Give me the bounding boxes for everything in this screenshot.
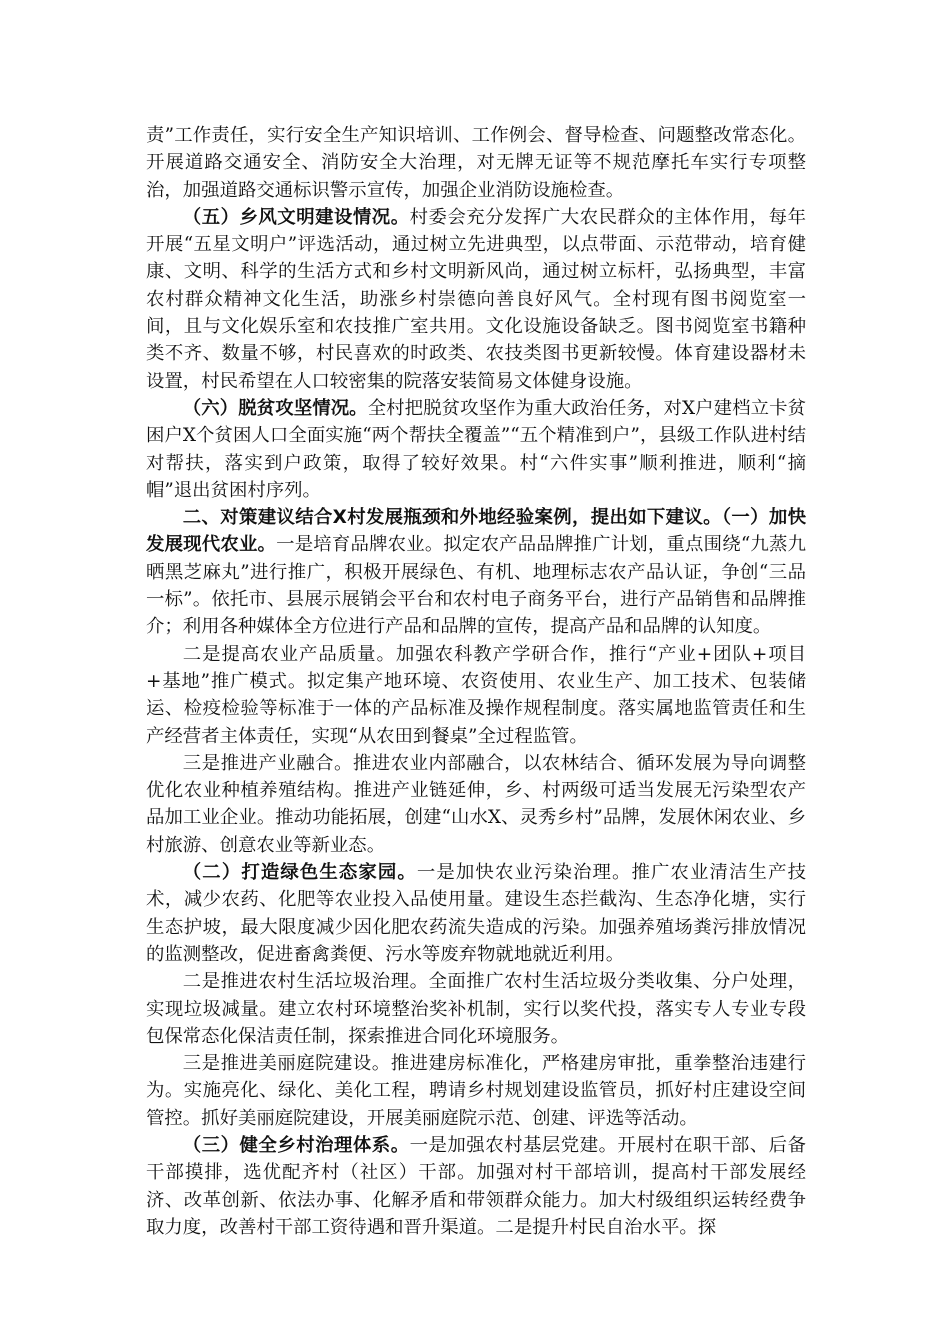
paragraph-rural-civilization xyxy=(146,204,806,395)
paragraph-text: 二是提高农业产品质量。加强农科教产学研合作，推行“产业+团队+项目+基地”推广模式。拟定集产地环境、农资使用、农业生产、加工技术、包装储运、检疫检验等标准于一体的产品标准及操作规程制度。落实属地监管责任和生产经营者主体责任，实现“从农田到餐桌”全过程监管。 xyxy=(146,643,806,747)
paragraph-text: 一是加强农村基层党建。开展村在职干部、后备干部摸排，选优配齐村（社区）干部。加强对村干部培训，提高村干部发展经济、改革创新、依法办事、化解矛盾和带领群众能力。加大村级组织运转经费争取力度，改善村干部工资待遇和晋升渠道。二是提升村民自治水平。探 xyxy=(146,1134,806,1238)
paragraph-heading: （五）乡风文明建设情况。 xyxy=(182,206,410,228)
paragraph-text: 三是推进美丽庭院建设。推进建房标准化，严格建房审批，重拳整治违建行为。实施亮化、绿化、美化工程，聘请乡村规划建设监管员，抓好村庄建设空间管控。抓好美丽庭院建设，开展美丽庭院示范、创建、评选等活动。 xyxy=(146,1053,806,1129)
paragraph-text: 全村把脱贫攻坚作为重大政治任务，对X户建档立卡贫困户X个贫困人口全面实施“两个帮扶全覆盖”“五个精准到户”，县级工作队进村结对帮扶，落实到户政策，取得了较好效果。村“六件实事”顺利推进，顺利“摘帽”退出贫困村序列。 xyxy=(146,397,806,501)
paragraph-product-quality xyxy=(146,641,806,750)
paragraph-text: 二是推进农村生活垃圾治理。全面推广农村生活垃圾分类收集、分户处理，实现垃圾减量。建立农村环境整治奖补机制，实行以奖代投，落实专人专业专段包保常态化保洁责任制，探索推进合同化环境服务。 xyxy=(146,971,806,1047)
paragraph-heading: （六）脱贫攻坚情况。 xyxy=(182,397,368,419)
paragraph-beautiful-courtyard xyxy=(146,1050,806,1132)
paragraph-text: 村委会充分发挥广大农民群众的主体作用，每年开展“五星文明户”评选活动，通过树立先进典型，以点带面、示范带动，培育健康、文明、科学的生活方式和乡村文明新风尚，通过树立标杆，弘扬典型，丰富农村群众精神文化生活，助涨乡村崇德向善良好风气。全村现有图书阅览室一间，且与文化娱乐室和农技推广室共用。文化设施设备缺乏。图书阅览室书籍种类不齐、数量不够，村民喜欢的时政类、农技类图书更新较慢。体育建设器材未设置，村民希望在人口较密集的院落安装简易文体健身设施。 xyxy=(146,206,806,392)
paragraph-heading: （二）打造绿色生态家园。 xyxy=(182,862,417,884)
paragraph-garbage-treatment xyxy=(146,968,806,1050)
paragraph-safety-continued xyxy=(146,122,806,204)
paragraph-heading: 二、对策建议结合X村发展瓶颈和外地经验案例，提出如下建议。（一）加快发展现代农业。 xyxy=(146,507,806,556)
paragraph-text: 三是推进产业融合。推进农业内部融合，以农林结合、循环发展为导向调整优化农业种植养殖结构。推进产业链延伸，乡、村两级可适当发展无污染型农产品加工业企业。推动功能拓展，创建“山水X、灵秀乡村”品牌，发展休闲农业、乡村旅游、创意农业等新业态。 xyxy=(146,752,806,856)
paragraph-poverty-alleviation xyxy=(146,395,806,504)
paragraph-green-ecology xyxy=(146,859,806,968)
paragraph-modern-agriculture xyxy=(146,504,806,640)
document-body xyxy=(146,122,806,1241)
paragraph-text: 一是加快农业污染治理。推广农业清洁生产技术，减少农药、化肥等农业投入品使用量。建设生态拦截沟、生态净化塘，实行生态护坡，最大限度减少因化肥农药流失造成的污染。加强养殖场粪污排放情况的监测整改，促进畜禽粪便、污水等废弃物就地就近利用。 xyxy=(146,862,806,965)
paragraph-text: 一是培育品牌农业。拟定农产品品牌推广计划，重点围绕“九蒸九晒黑芝麻丸”进行推广，积极开展绿色、有机、地理标志农产品认证，争创“三品一标”。依托市、县展示展销会平台和农村电子商务平台，进行产品销售和品牌推介；利用各种媒体全方位进行产品和品牌的宣传，提高产品和品牌的认知度。 xyxy=(146,534,806,638)
paragraph-text: 责”工作责任，实行安全生产知识培训、工作例会、督导检查、问题整改常态化。开展道路交通安全、消防安全大治理，对无牌无证等不规范摩托车实行专项整治，加强道路交通标识警示宣传，加强企业消防设施检查。 xyxy=(146,125,806,201)
paragraph-heading: （三）健全乡村治理体系。 xyxy=(182,1134,410,1156)
paragraph-rural-governance xyxy=(146,1132,806,1241)
paragraph-industry-integration xyxy=(146,750,806,859)
